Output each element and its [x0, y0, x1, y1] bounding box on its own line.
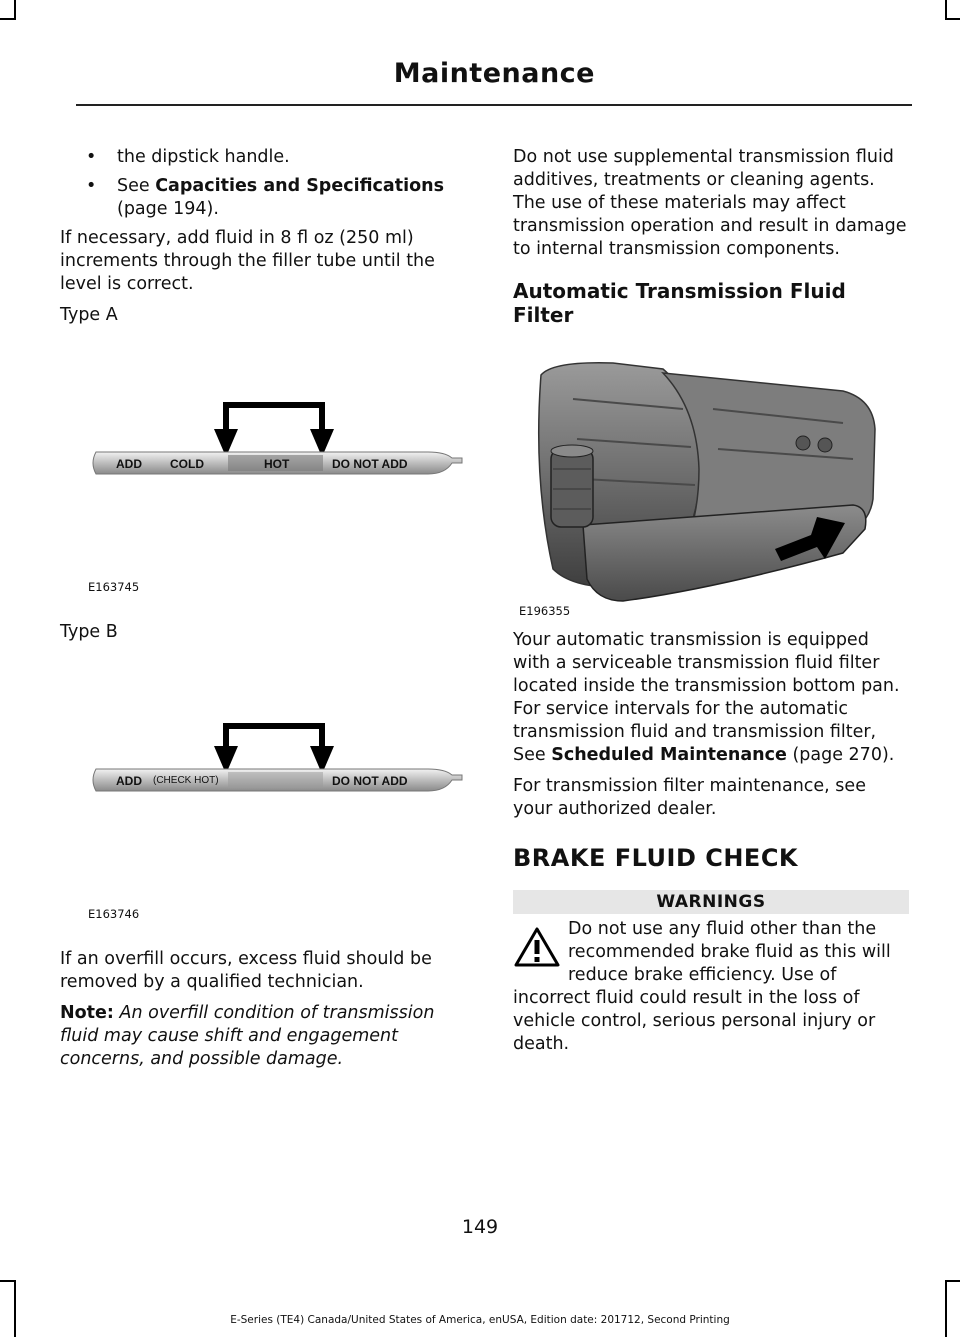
type-a-label: Type A: [60, 305, 118, 325]
crop-mark: [945, 0, 947, 20]
dipstick-a-illustration: [60, 335, 478, 605]
transmission-illustration: [513, 339, 909, 621]
type-b-label: Type B: [60, 622, 118, 642]
bullet-text: the dipstick handle.: [117, 147, 290, 167]
cross-reference-link[interactable]: Capacities and Specifications: [155, 176, 444, 196]
figure-id: E196355: [519, 604, 571, 618]
crop-mark: [945, 18, 960, 20]
warning-text-rest: incorrect fluid could result in the loss of vehicle control, serious personal injury or death.: [513, 988, 876, 1054]
bullet-item: [60, 146, 478, 169]
crop-mark: [0, 18, 16, 20]
dipstick-label-check-hot: (CHECK HOT): [153, 775, 219, 786]
dipstick-label-do-not-add: DO NOT ADD: [332, 774, 408, 788]
bullet-dot: •: [86, 147, 97, 167]
note-paragraph: [60, 1002, 478, 1071]
right-column: [513, 146, 909, 1056]
figure-id: E163746: [88, 907, 140, 921]
filter-paragraph: [513, 629, 909, 767]
left-column: [60, 146, 478, 1079]
dipstick-figure-b: [60, 652, 478, 948]
crop-mark: [945, 1280, 947, 1337]
page-number: 149: [461, 1216, 499, 1238]
dipstick-label-add: ADD: [116, 457, 142, 471]
note-label: Note:: [60, 1003, 114, 1023]
dipstick-label-hot: HOT: [264, 457, 290, 471]
crop-mark: [14, 0, 16, 20]
figure-id: E163745: [88, 580, 140, 594]
dipstick-figure-a: [60, 335, 478, 621]
page-reference: (page 270).: [786, 745, 895, 765]
page-header-title: Maintenance: [393, 58, 595, 89]
filter-text: Your automatic transmission is equipped with a serviceable transmission fluid filter located inside the transmission bottom pan. For service intervals for the automatic transmission fluid and transmission filter, See: [513, 630, 900, 765]
section-heading: BRAKE FLUID CHECK: [513, 844, 799, 872]
dipstick-label-do-not-add: DO NOT ADD: [332, 457, 408, 471]
add-fluid-paragraph: If necessary, add fluid in 8 fl oz (250 ml) increments through the filler tube until the level is correct.: [60, 228, 435, 294]
bullet-dot: •: [86, 176, 97, 196]
transmission-filter-figure: [513, 339, 909, 629]
crop-mark: [945, 1280, 960, 1282]
warning-text-first: Do not use any fluid other than the recommended brake fluid as this will reduce brake efficiency. Use of: [568, 919, 891, 985]
page-reference: (page 194).: [117, 199, 219, 219]
additives-paragraph: Do not use supplemental transmission fluid additives, treatments or cleaning agents. The use of these materials may affect transmission operation and result in damage to internal transmission components.: [513, 147, 907, 259]
note-text: An overfill condition of transmission fluid may cause shift and engagement concerns, and possible damage.: [60, 1003, 435, 1069]
crop-mark: [0, 1280, 16, 1282]
dipstick-b-illustration: [60, 652, 478, 932]
bullet-item: [60, 175, 478, 221]
cross-reference-link[interactable]: Scheduled Maintenance: [551, 745, 787, 765]
warning-triangle-icon: [513, 926, 561, 968]
dipstick-label-add: ADD: [116, 774, 142, 788]
page-footer: E-Series (TE4) Canada/United States of America, enUSA, Edition date: 201712, Second Printing: [230, 1314, 730, 1326]
header-divider: [76, 104, 912, 106]
dealer-paragraph: For transmission filter maintenance, see your authorized dealer.: [513, 776, 866, 819]
warnings-header: WARNINGS: [513, 890, 909, 914]
bullet-prefix: See: [117, 176, 156, 196]
overfill-paragraph: If an overfill occurs, excess fluid should be removed by a qualified technician.: [60, 949, 432, 992]
dipstick-label-cold: COLD: [170, 457, 204, 471]
crop-mark: [14, 1280, 16, 1337]
subheading: Automatic Transmission Fluid Filter: [513, 279, 846, 327]
warning-block: [513, 918, 909, 1056]
